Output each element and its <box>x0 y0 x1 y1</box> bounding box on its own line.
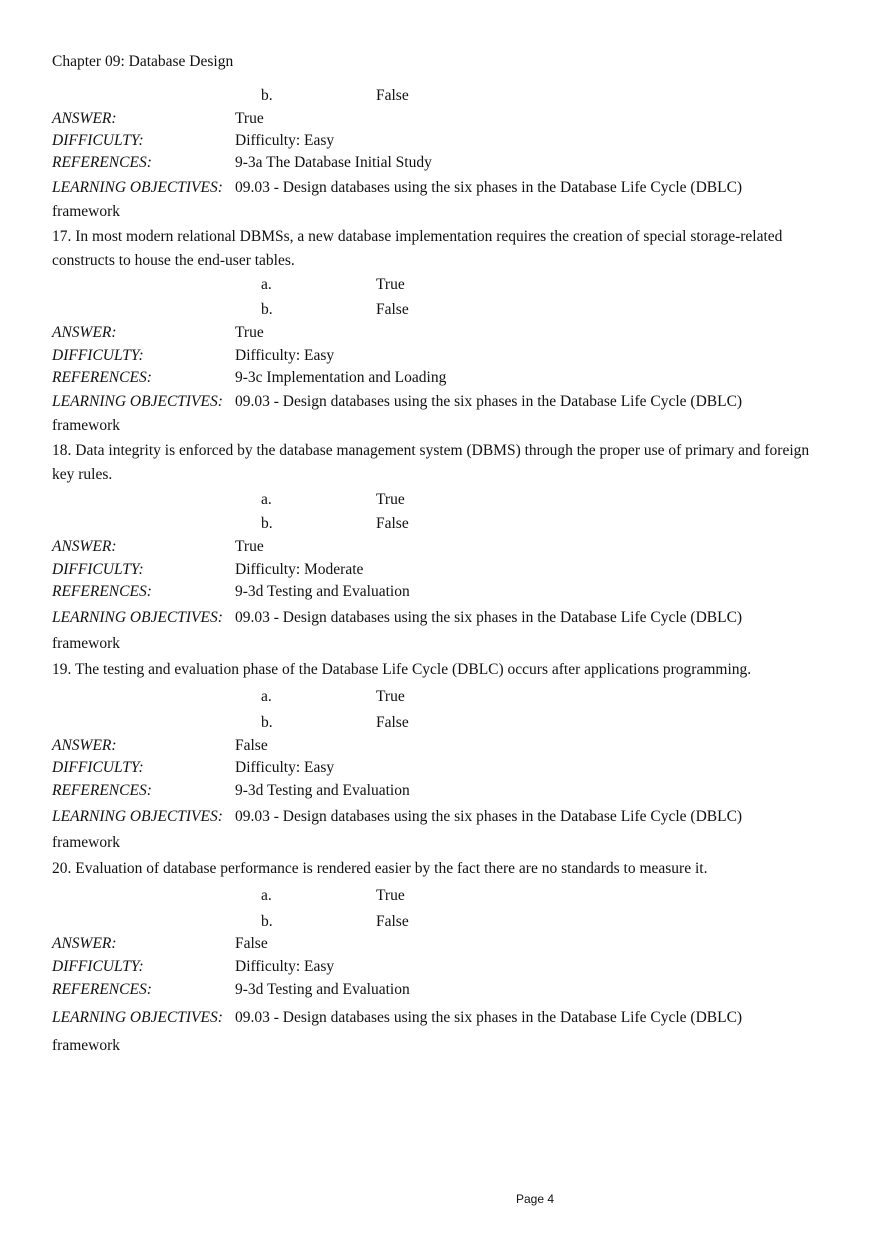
question-stem: 18. Data integrity is enforced by the database management system (DBMS) through the proper use of primary and foreign <box>52 442 810 459</box>
difficulty-label: DIFFICULTY: <box>52 958 144 975</box>
difficulty-label: DIFFICULTY: <box>52 132 144 149</box>
difficulty-label: DIFFICULTY: <box>52 759 144 776</box>
learning-objectives-label: LEARNING OBJECTIVES: <box>52 393 223 410</box>
option-b-letter: b. <box>261 301 273 318</box>
references-label: REFERENCES: <box>52 369 152 386</box>
difficulty-label: DIFFICULTY: <box>52 561 144 578</box>
references-value: 9-3a The Database Initial Study <box>235 154 432 171</box>
references-label: REFERENCES: <box>52 782 152 799</box>
answer-label: ANSWER: <box>52 935 117 952</box>
learning-objectives-label: LEARNING OBJECTIVES: <box>52 1009 223 1026</box>
option-a-text: True <box>376 276 405 293</box>
difficulty-value: Difficulty: Easy <box>235 759 335 776</box>
option-b-text: False <box>376 87 409 104</box>
learning-objectives-label: LEARNING OBJECTIVES: <box>52 179 223 196</box>
option-a-text: True <box>376 491 405 508</box>
answer-label: ANSWER: <box>52 538 117 555</box>
answer-value: True <box>235 324 264 341</box>
answer-value: True <box>235 110 264 127</box>
answer-value: False <box>235 935 268 952</box>
option-b-letter: b. <box>261 87 273 104</box>
option-b-text: False <box>376 913 409 930</box>
page-number: Page 4 <box>516 1192 555 1206</box>
learning-objectives-continued: framework <box>52 203 120 220</box>
answer-label: ANSWER: <box>52 737 117 754</box>
learning-objectives-value: 09.03 - Design databases using the six phases in the Database Life Cycle (DBLC) <box>235 1009 743 1026</box>
option-b-text: False <box>376 714 409 731</box>
learning-objectives-continued: framework <box>52 834 120 851</box>
learning-objectives-continued: framework <box>52 417 120 434</box>
references-value: 9-3d Testing and Evaluation <box>235 583 410 600</box>
answer-label: ANSWER: <box>52 324 117 341</box>
option-b-text: False <box>376 515 409 532</box>
option-a-letter: a. <box>261 276 272 293</box>
learning-objectives-value: 09.03 - Design databases using the six phases in the Database Life Cycle (DBLC) <box>235 808 743 825</box>
references-value: 9-3c Implementation and Loading <box>235 369 447 386</box>
question-stem: 17. In most modern relational DBMSs, a new database implementation requires the creation of special storage-related <box>52 228 783 245</box>
learning-objectives-label: LEARNING OBJECTIVES: <box>52 609 223 626</box>
difficulty-label: DIFFICULTY: <box>52 347 144 364</box>
difficulty-value: Difficulty: Moderate <box>235 561 364 578</box>
option-a-letter: a. <box>261 491 272 508</box>
learning-objectives-value: 09.03 - Design databases using the six phases in the Database Life Cycle (DBLC) <box>235 393 743 410</box>
chapter-header: Chapter 09: Database Design <box>52 53 234 70</box>
option-a-text: True <box>376 688 405 705</box>
difficulty-value: Difficulty: Easy <box>235 958 335 975</box>
references-value: 9-3d Testing and Evaluation <box>235 782 410 799</box>
references-label: REFERENCES: <box>52 981 152 998</box>
references-label: REFERENCES: <box>52 154 152 171</box>
option-a-letter: a. <box>261 887 272 904</box>
option-a-letter: a. <box>261 688 272 705</box>
difficulty-value: Difficulty: Easy <box>235 132 335 149</box>
option-b-text: False <box>376 301 409 318</box>
option-a-text: True <box>376 887 405 904</box>
learning-objectives-label: LEARNING OBJECTIVES: <box>52 808 223 825</box>
question-stem: 20. Evaluation of database performance is rendered easier by the fact there are no standards to measure it. <box>52 860 708 877</box>
option-b-letter: b. <box>261 913 273 930</box>
learning-objectives-value: 09.03 - Design databases using the six phases in the Database Life Cycle (DBLC) <box>235 609 743 626</box>
answer-label: ANSWER: <box>52 110 117 127</box>
answer-value: True <box>235 538 264 555</box>
option-b-letter: b. <box>261 515 273 532</box>
learning-objectives-continued: framework <box>52 1037 120 1054</box>
question-stem-continued: constructs to house the end-user tables. <box>52 252 295 269</box>
question-stem: 19. The testing and evaluation phase of the Database Life Cycle (DBLC) occurs after applications programming. <box>52 661 752 678</box>
difficulty-value: Difficulty: Easy <box>235 347 335 364</box>
references-label: REFERENCES: <box>52 583 152 600</box>
learning-objectives-value: 09.03 - Design databases using the six phases in the Database Life Cycle (DBLC) <box>235 179 743 196</box>
learning-objectives-continued: framework <box>52 635 120 652</box>
option-b-letter: b. <box>261 714 273 731</box>
answer-value: False <box>235 737 268 754</box>
references-value: 9-3d Testing and Evaluation <box>235 981 410 998</box>
question-stem-continued: key rules. <box>52 466 113 483</box>
